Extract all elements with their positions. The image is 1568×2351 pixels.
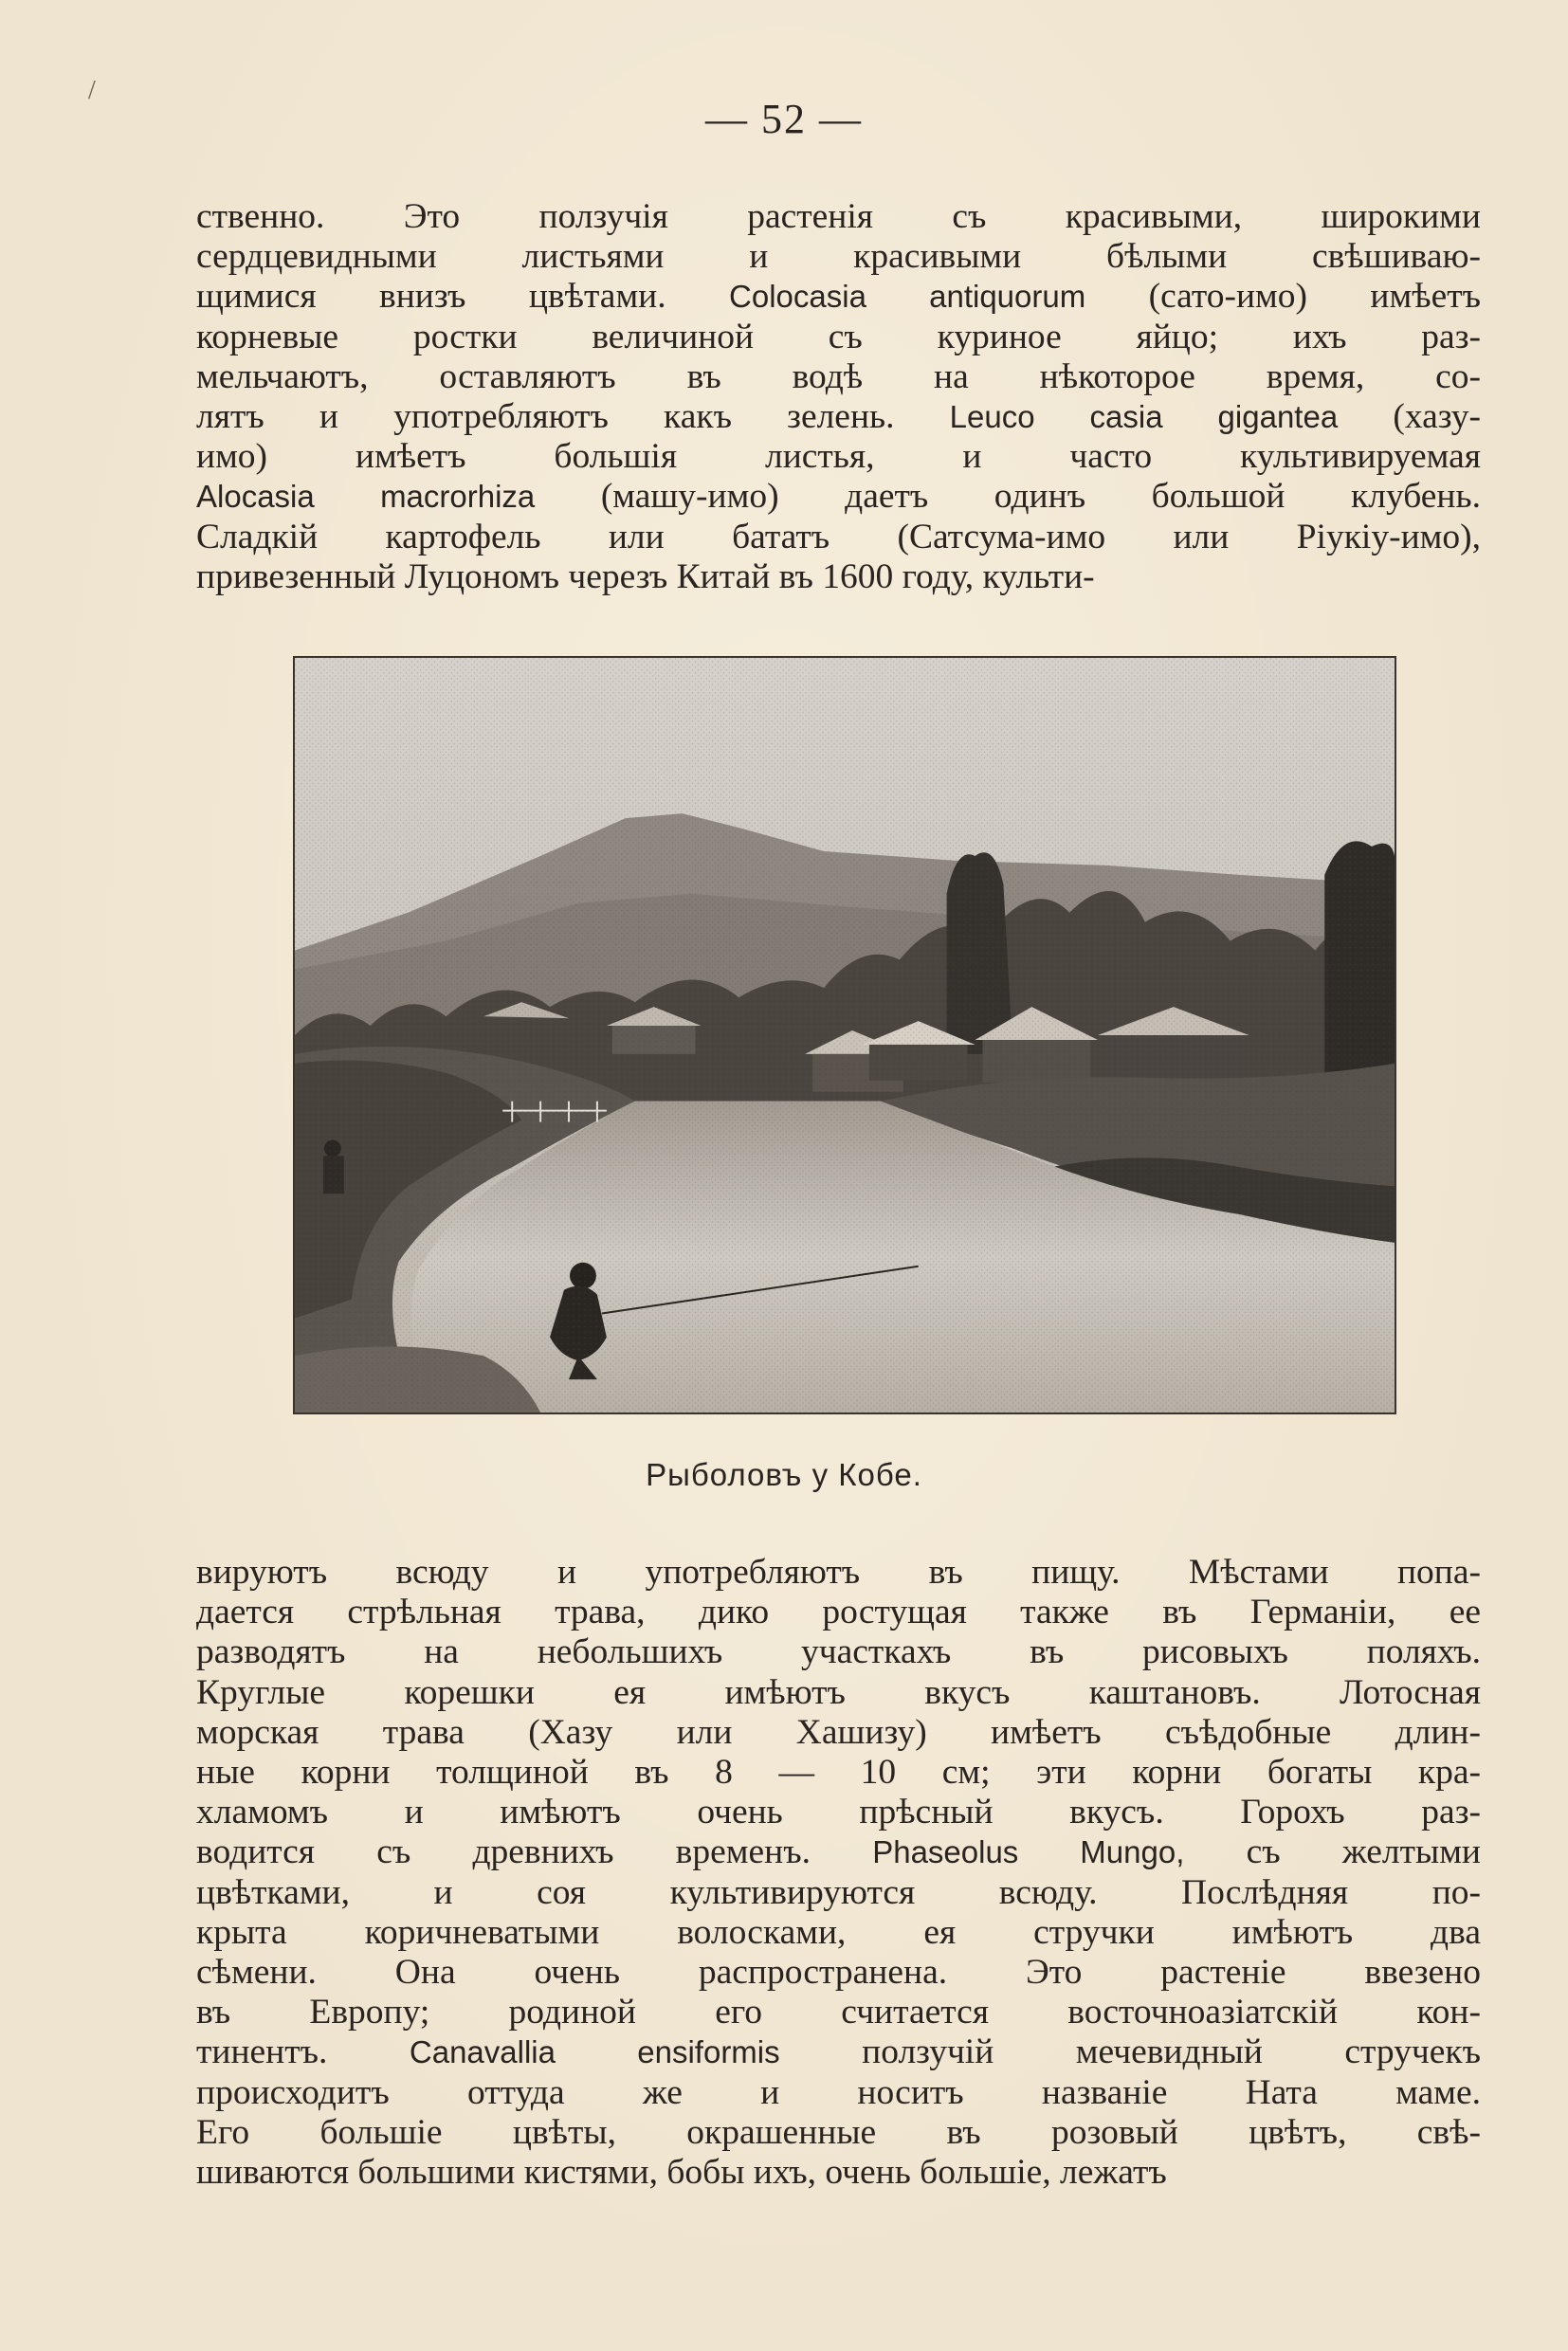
text-run: въ Европу; родиной его считается восточноазіатскій кон- — [196, 1993, 1481, 2032]
text-run: сѣмени. Она очень распространена. Это растеніе ввезено — [196, 1953, 1481, 1993]
text-run: крыта коричневатыми волосками, ея стручки имѣютъ два — [196, 1912, 1481, 1952]
photo-grain — [295, 658, 1395, 1412]
text-line — [196, 1793, 1481, 1832]
text-line — [196, 1953, 1481, 1993]
latin-term: Phaseolus Mungo, — [872, 1834, 1185, 1870]
text-run: морская трава (Хазу или Хашизу) имѣетъ съѣдобные длин- — [196, 1712, 1481, 1752]
text-run: разводятъ на небольшихъ участкахъ въ рисовыхъ поляхъ. — [196, 1632, 1481, 1672]
text-run: происходитъ оттуда же и носитъ названіе Ната маме. — [196, 2072, 1481, 2112]
text-run: тинентъ. — [196, 2032, 410, 2072]
page-number: — 52 — — [705, 96, 863, 142]
text-line — [196, 357, 1481, 397]
latin-term: Colocasia antiquorum — [729, 279, 1086, 315]
text-line — [196, 2113, 1481, 2153]
text-line — [196, 277, 1481, 317]
figure-caption: Рыболовъ у Кобе. — [646, 1457, 922, 1492]
text-run: Его большіе цвѣты, окрашенные въ розовый цвѣтъ, свѣ- — [196, 2112, 1481, 2152]
text-line — [196, 318, 1481, 357]
text-run: привезенный Луцономъ черезъ Китай въ 1600 году, культи- — [196, 556, 1095, 596]
text-run: щимися внизъ цвѣтами. — [196, 277, 730, 317]
paragraph-bottom — [196, 1553, 1481, 2193]
landscape-photo — [295, 658, 1395, 1412]
latin-term: Canavallia ensiformis — [409, 2034, 780, 2070]
text-run: сердцевидными листьями и красивыми бѣлыми свѣшиваю- — [196, 237, 1481, 277]
text-line — [196, 1993, 1481, 2032]
text-run: цвѣтками, и соя культивируются всюду. Послѣдняя по- — [196, 1872, 1481, 1912]
text-run: вируютъ всюду и употребляютъ въ пищу. Мѣстами попа- — [196, 1553, 1481, 1592]
text-line — [196, 1873, 1481, 1913]
text-run: Круглые корешки ея имѣютъ вкусъ каштановъ. Лотосная — [196, 1672, 1481, 1712]
text-line — [196, 1673, 1481, 1713]
text-line — [196, 1632, 1481, 1672]
text-line — [196, 2032, 1481, 2072]
text-run: имо) имѣетъ большія листья, и часто культивируемая — [196, 437, 1481, 477]
text-line — [196, 2073, 1481, 2113]
margin-mark: / — [88, 76, 96, 105]
text-line — [196, 2153, 1481, 2193]
text-line — [196, 1753, 1481, 1793]
text-run: корневые ростки величиной съ куриное яйцо; ихъ раз- — [196, 317, 1481, 356]
text-run: (машу-имо) даетъ одинъ большой клубень. — [535, 477, 1481, 517]
text-run: (хазу- — [1338, 397, 1482, 437]
text-line — [196, 237, 1481, 277]
text-line — [196, 518, 1481, 557]
text-run: мельчаютъ, оставляютъ въ водѣ на нѣкоторое время, со- — [196, 356, 1481, 396]
text-run: ные корни толщиной въ 8 — 10 см; эти корни богаты кра- — [196, 1753, 1481, 1793]
latin-term: Alocasia macrorhiza — [196, 479, 536, 515]
text-line — [196, 557, 1481, 597]
text-run: водится съ древнихъ временъ. — [196, 1832, 873, 1872]
latin-term: Leuco casia gigantea — [949, 399, 1339, 435]
text-run: ственно. Это ползучія растенія съ красивыми, широкими — [196, 197, 1481, 236]
text-line — [196, 1832, 1481, 1872]
text-run: дается стрѣльная трава, дико ростущая также въ Германіи, ее — [196, 1593, 1481, 1632]
text-line — [196, 1593, 1481, 1632]
text-run: Сладкій картофель или бататъ (Сатсума-имо или Ріукіу-имо), — [196, 517, 1481, 556]
text-run: съ желтыми — [1184, 1832, 1481, 1872]
text-line — [196, 437, 1481, 477]
text-line — [196, 1553, 1481, 1593]
text-line — [196, 197, 1481, 237]
text-line — [196, 1913, 1481, 1953]
text-run: шиваются большими кистями, бобы ихъ, очень большіе, лежатъ — [196, 2153, 1167, 2193]
text-run: хламомъ и имѣютъ очень прѣсный вкусъ. Горохъ раз- — [196, 1793, 1481, 1832]
photo-fisherman-kobe — [293, 656, 1396, 1414]
text-line — [196, 1713, 1481, 1753]
text-run: (сато-имо) имѣетъ — [1085, 277, 1481, 317]
text-line — [196, 477, 1481, 517]
paragraph-top — [196, 197, 1481, 597]
text-line — [196, 397, 1481, 437]
text-run: ползучій мечевидный стручекъ — [779, 2032, 1481, 2072]
text-run: лятъ и употребляютъ какъ зелень. — [196, 397, 950, 437]
